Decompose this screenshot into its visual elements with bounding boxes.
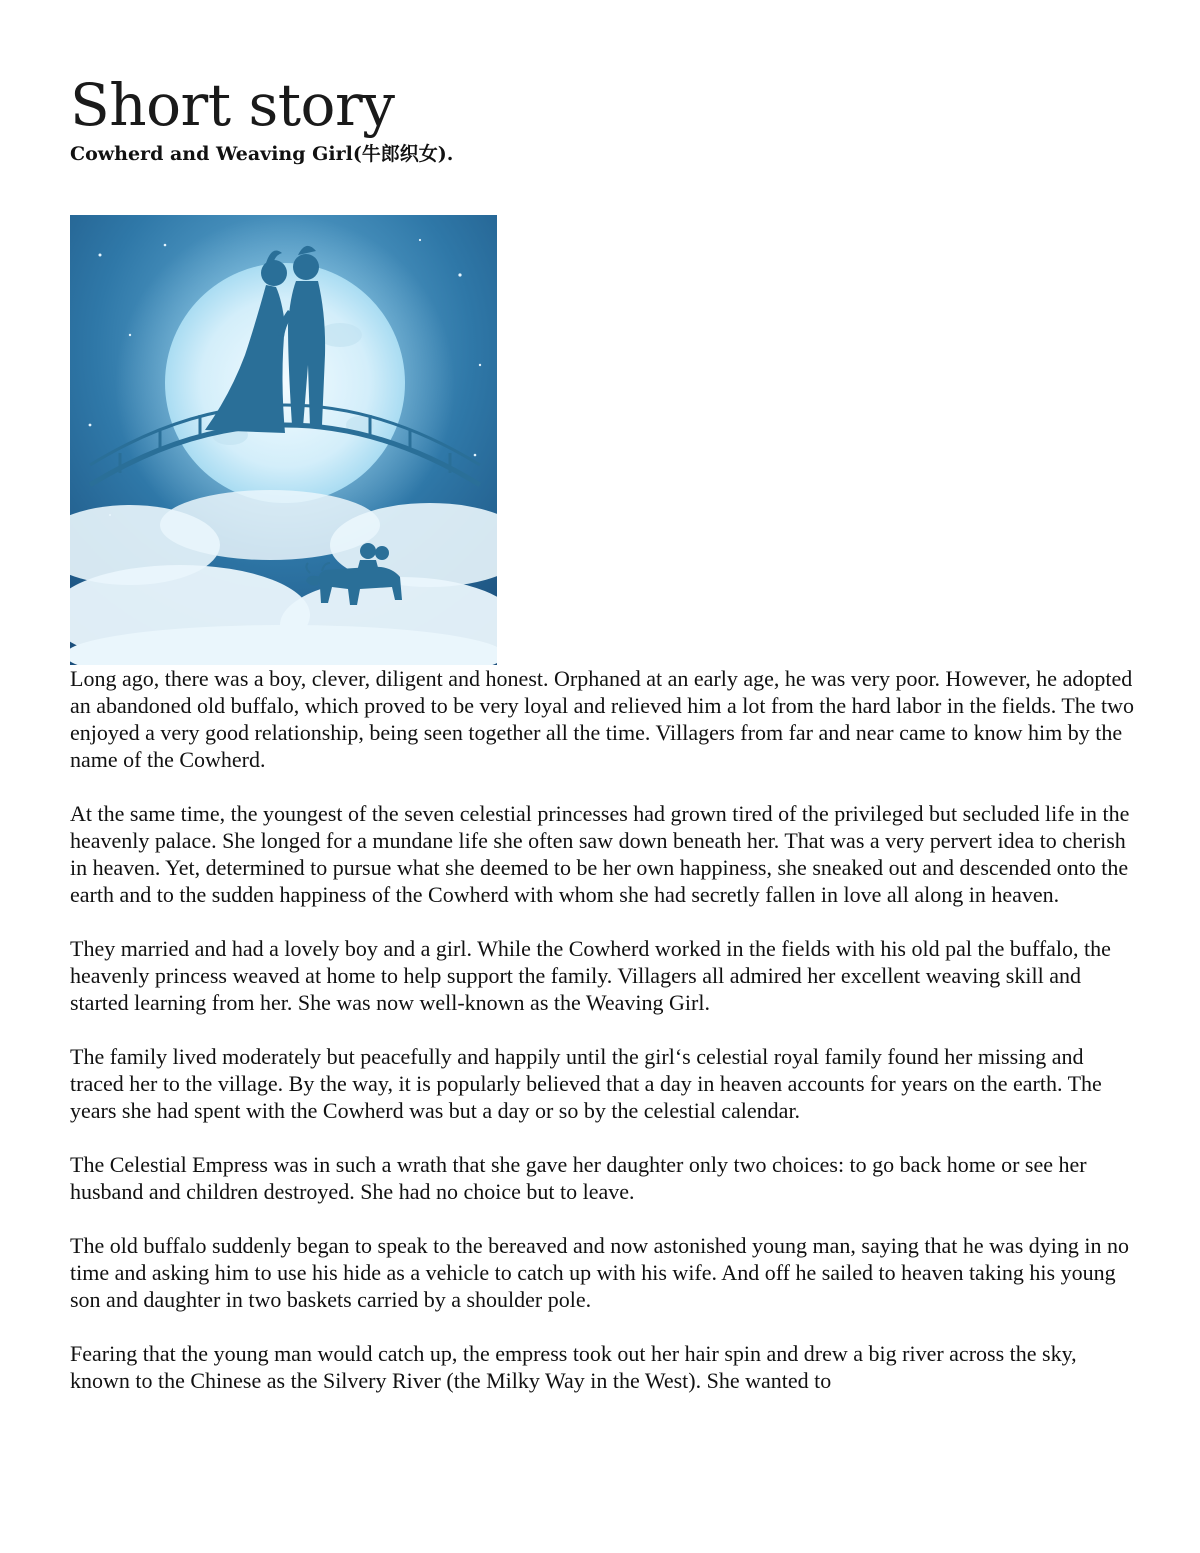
story-body bbox=[70, 665, 1135, 1394]
moon bbox=[165, 263, 405, 503]
paragraph: The old buffalo suddenly began to speak to the bereaved and now astonished young man, saying that he was dying in no time and asking him to use his hide as a vehicle to catch up with his wife. And off he sailed to heaven taking his young son and daughter in two baskets carried by a shoulder pole. bbox=[70, 1233, 1130, 1312]
paragraph: The Celestial Empress was in such a wrath that she gave her daughter only two choices: to go back home or see her husband and children destroyed. She had no choice but to leave. bbox=[70, 1152, 1087, 1204]
paragraph: At the same time, the youngest of the seven celestial princesses had grown tired of the privileged but secluded life in the heavenly palace. She longed for a mundane life she often saw down beneath her. That was a very pervert idea to cherish in heaven. Yet, determined to pursue what she deemed to be her own happiness, she sneaked out and descended onto the earth and to the sudden happiness of the Cowherd with whom she had secretly fallen in love all along in heaven. bbox=[70, 801, 1130, 907]
paragraph: Fearing that the young man would catch up, the empress took out her hair spin and drew a big river across the sky, known to the Chinese as the Silvery River (the Milky Way in the West). She wanted to bbox=[70, 1341, 1077, 1393]
paragraph: They married and had a lovely boy and a girl. While the Cowherd worked in the fields with his old pal the buffalo, the heavenly princess weaved at home to help support the family. Villagers all admired her excellent weaving skill and started learning from her. She was now well-known as the Weaving Girl. bbox=[70, 936, 1111, 1015]
story-subtitle: Cowherd and Weaving Girl(牛郎织女). bbox=[70, 143, 454, 165]
page-title: Short story bbox=[70, 71, 395, 139]
moon-bridge-illustration bbox=[70, 215, 497, 665]
paragraph: The family lived moderately but peacefully and happily until the girl‘s celestial royal family found her missing and traced her to the village. By the way, it is popularly believed that a day in heaven accounts for years on the earth. The years she had spent with the Cowherd was but a day or so by the celestial calendar. bbox=[70, 1044, 1102, 1123]
document-page bbox=[70, 0, 1135, 1421]
paragraph: Long ago, there was a boy, clever, diligent and honest. Orphaned at an early age, he was very poor. However, he adopted an abandoned old buffalo, which proved to be very loyal and relieved him a lot from the hard labor in the fields. The two enjoyed a very good relationship, being seen together all the time. Villagers from far and near came to know him by the name of the Cowherd. bbox=[70, 666, 1135, 772]
